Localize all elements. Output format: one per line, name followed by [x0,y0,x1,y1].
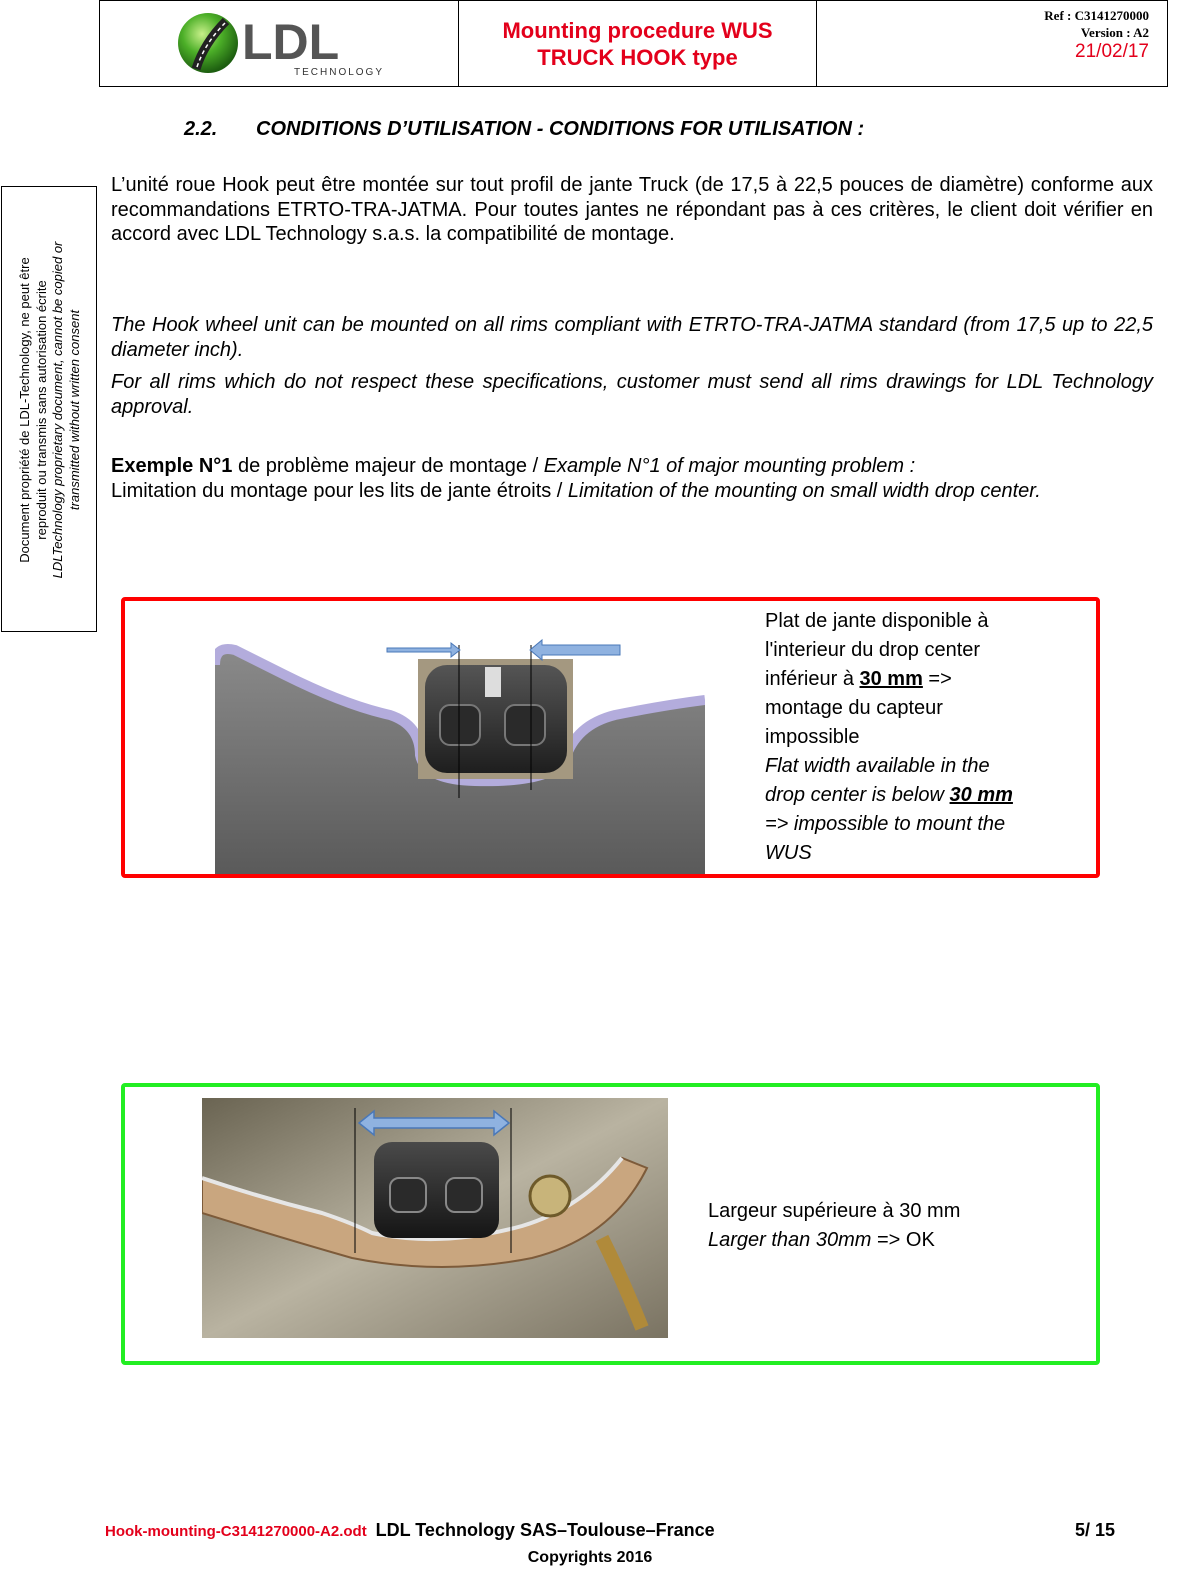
note-en-line-2: transmitted without written consent [66,309,82,511]
reference-number: Ref : C3141270000 [1044,8,1149,23]
paragraph-fr: L’unité roue Hook peut être montée sur tout profil de jante Truck (de 17,5 à 22,5 pouces de diamètre) conforme aux recommandations ETRTO-TRA-JATMA. Pour toutes jantes ne répondant pas à ces critères, le client doit vérifier en accord avec LDL Technology s.a.s. la compatibilité de montage. [111,174,1153,245]
document-date: 21/02/17 [1075,41,1149,62]
ldl-logo-icon [174,9,384,79]
example-line2-en: Limitation of the mounting on small width drop center. [567,479,1041,502]
title-line-1: Mounting procedure WUS [502,17,773,43]
good-case-callout: Largeur supérieure à 30 mm Larger than 30mm => OK [708,1200,961,1251]
document-title [459,1,817,86]
narrow-rim-photo [215,605,705,874]
footer-copyright: Copyrights 2016 [527,1549,653,1566]
example-en: Example N°1 of major mounting problem : [543,455,916,477]
example-label: Exemple N°1 [111,455,233,477]
section-title: CONDITIONS D’UTILISATION - CONDITIONS FOR UTILISATION : [256,118,865,140]
footer-filename: Hook-mounting-C3141270000-A2.odt [105,1523,367,1540]
paragraph-en-1: The Hook wheel unit can be mounted on all rims compliant with ETRTO-TRA-JATMA standard (from 17,5 up to 22,5 diameter inch). [111,314,1153,361]
page-footer [105,1520,1155,1541]
bad-case-callout: Plat de jante disponible à l'interieur du drop center inférieur à 30 mm => montage du capteur impossible Flat width available in the drop center is below 30 mm => impossible to mount the WUS [765,610,1013,864]
wide-rim-photo [202,1098,668,1338]
title-line-2: TRUCK HOOK type [537,44,738,70]
paragraph-en-2: For all rims which do not respect these specifications, customer must send all rims drawings for LDL Technology approval. [111,371,1153,418]
note-fr-line-2: reproduit ou transmis sans autorisation écrite [33,280,49,540]
confidentiality-note [1,186,97,632]
page-number: 5/ 15 [1074,1520,1115,1540]
version-label: Version : A2 [1080,25,1149,40]
svg-text:TECHNOLOGY: TECHNOLOGY [294,66,384,78]
example-paragraph [111,454,1153,503]
footer-company: LDL Technology SAS–Toulouse–France [375,1520,715,1540]
company-logo [100,1,459,86]
example-fr: de problème majeur de montage / [232,455,544,477]
svg-text:LDL: LDL [242,13,340,70]
document-reference [817,1,1167,86]
example-line2-fr: Limitation du montage pour les lits de jante étroits / [111,479,568,502]
note-en-line-1: LDLTechnology proprietary document, cannot be copied or [50,241,65,579]
note-fr-line-1: Document propriété de LDL-Technology, ne peut être [17,257,32,563]
section-number: 2.2. [184,118,218,140]
document-header [99,0,1168,87]
section-heading [184,118,864,141]
